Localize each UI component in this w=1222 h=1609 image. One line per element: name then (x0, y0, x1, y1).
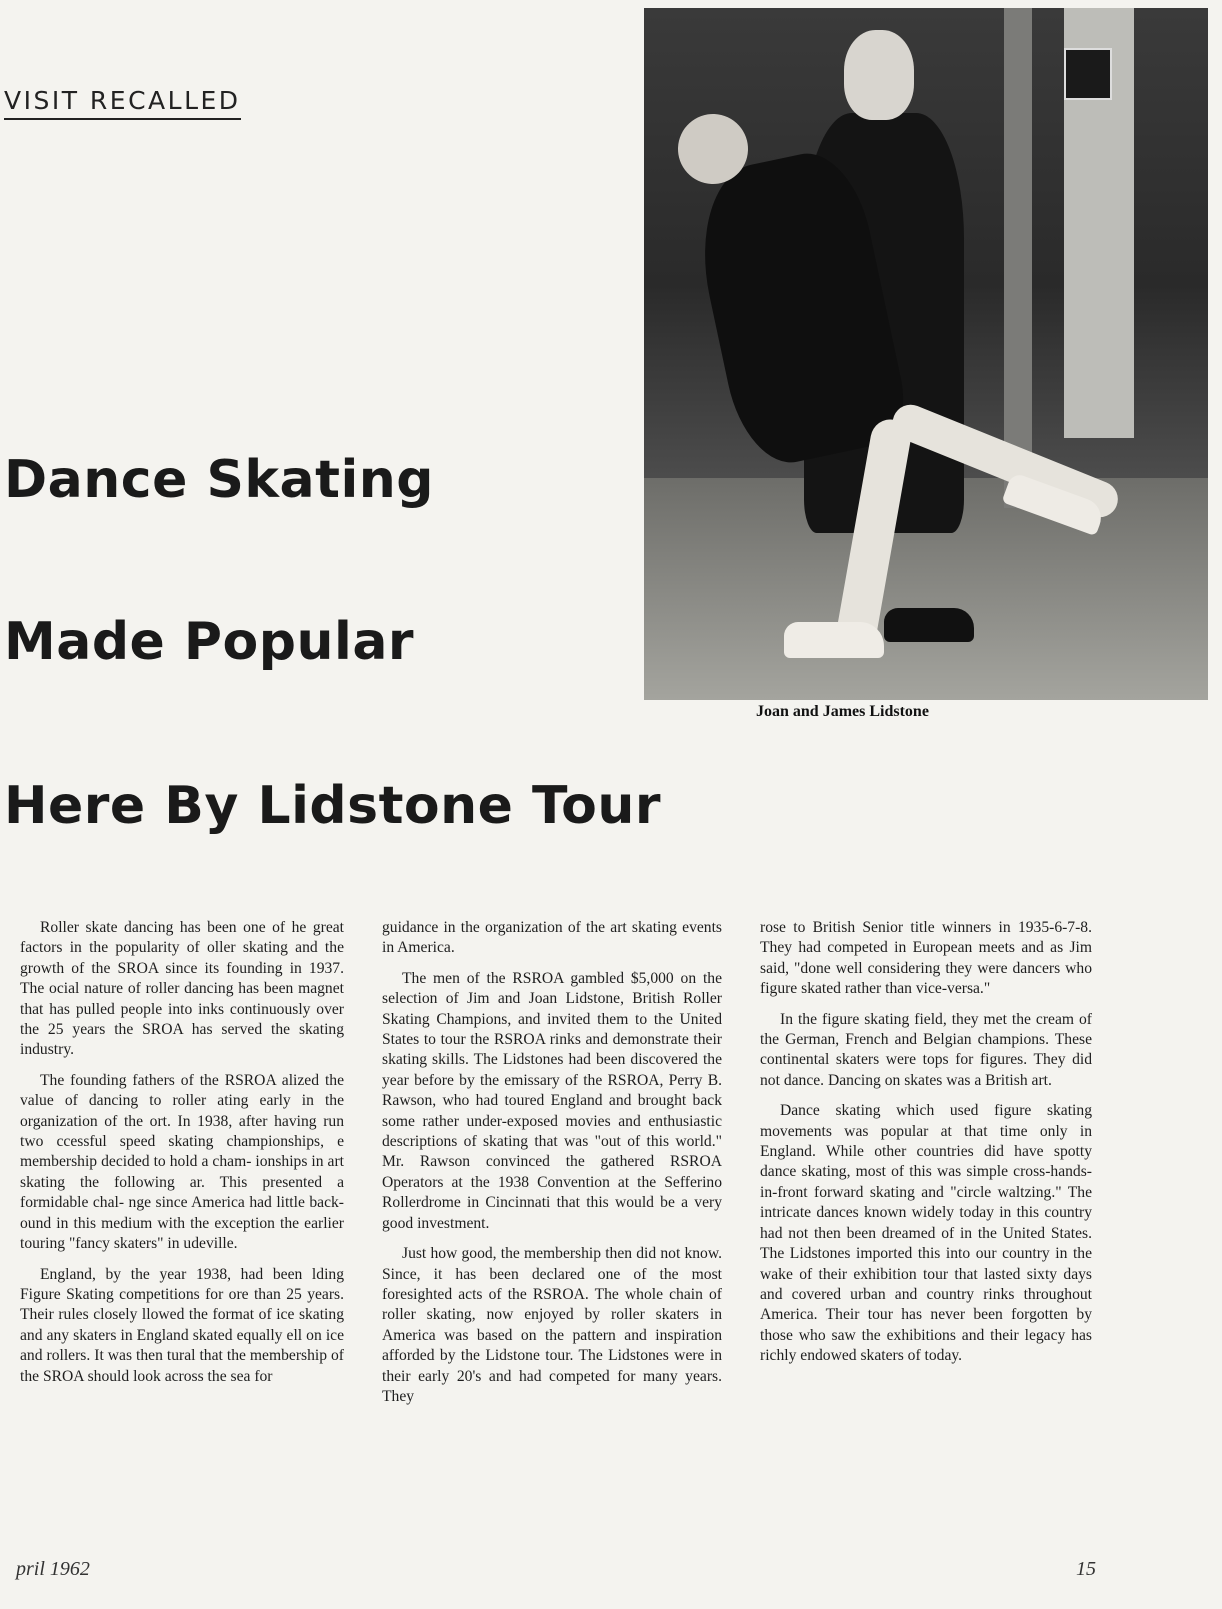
paragraph: The men of the RSROA gambled $5,000 on the selection of Jim and Joan Lidstone, British Roller Skating Champions, and invited them to the United States to tour the RSROA rinks and demonstrate their skating skills. The Lidstones had been discovered the year before by the emissary of the RSROA, Perry B. Rawson, who had toured England and brought back some rather under-exposed movies and enthusiastic descriptions of skating that was "out of this world." Mr. Rawson convinced the gathered RSROA Operators at the 1938 Convention at the Sefferino Rollerdrome in Cincinnati that this would be a very good investment. (382, 969, 722, 1232)
paragraph: rose to British Senior title winners in 1935-6-7-8. They had competed in European meets and as Jim said, "done well considering they were dancers who figure skated rather than vice-versa." (760, 919, 1092, 998)
article-column-2 (382, 918, 722, 1417)
article-column-3 (760, 918, 1092, 1377)
paragraph: Roller skate dancing has been one of he great factors in the popularity of oller skating and the growth of the SROA since its founding in 1937. The ocial nature of roller dancing has been magnet that has pulled people into inks continuously over the 25 years the SROA has served the skating industry. (20, 919, 344, 1059)
page-number: 15 (1076, 1558, 1096, 1580)
paragraph: England, by the year 1938, had been lding Figure Skating competitions for ore than 25 years. Their rules closely llowed the format of ice skating and any skaters in England skated equally ell on ice and rollers. It was then tural that the membership of the SROA should look across the sea for (20, 1265, 344, 1385)
headline-line-3: Here By Lidstone Tour (4, 776, 661, 836)
wall-sign (1064, 48, 1112, 100)
paragraph: The founding fathers of the RSROA alized the value of dancing to roller ating early in the organization of the ort. In 1938, after having run two ccessful speed skating championships, e membership decided to hold a cham- ionships in art skating the following ar. This presented a formidable chal- nge since America had little back- ound in this medium with the exception the earlier touring "fancy skaters" in udeville. (20, 1071, 344, 1253)
man-head (844, 30, 914, 120)
paragraph: In the figure skating field, they met the cream of the German, French and Belgian champions. These continental skaters were tops for figures. They did not dance. Dancing on skates was a British art. (760, 1010, 1092, 1089)
issue-date: pril 1962 (16, 1558, 90, 1580)
paragraph: guidance in the organization of the art skating events in America. (382, 919, 722, 957)
paragraph: Just how good, the membership then did not know. Since, it has been declared one of the most foresighted acts of the RSROA. The whole chain of roller skating, now enjoyed by roller skaters in America was based on the pattern and inspiration afforded by the Lidstone tour. The Lidstones were in their early 20's and had competed for many years. They (382, 1245, 722, 1405)
photo-wall-post (1004, 8, 1032, 508)
section-kicker: VISIT RECALLED (4, 86, 241, 120)
black-skate (884, 608, 974, 642)
skaters-photo (644, 8, 1208, 700)
headline-line-2: Made Popular (4, 612, 415, 672)
headline-line-1: Dance Skating (4, 450, 435, 510)
white-skate (784, 622, 884, 658)
article-column-1 (20, 918, 344, 1397)
photo-caption: Joan and James Lidstone (756, 703, 929, 720)
paragraph: Dance skating which used figure skating movements was popular at that time only in England. While other countries did have spotty dance skating, most of this was simple cross-hands-in-front forward skating and "circle waltzing." The intricate dances known widely today in this country had not then been dreamed of in the United States. The Lidstones imported this into our country in the wake of their exhibition tour that lasted sixty days and covered urban and country rinks throughout America. Their tour has never been forgotten by those who saw the exhibitions and their legacy has richly endowed skaters of today. (760, 1102, 1092, 1365)
